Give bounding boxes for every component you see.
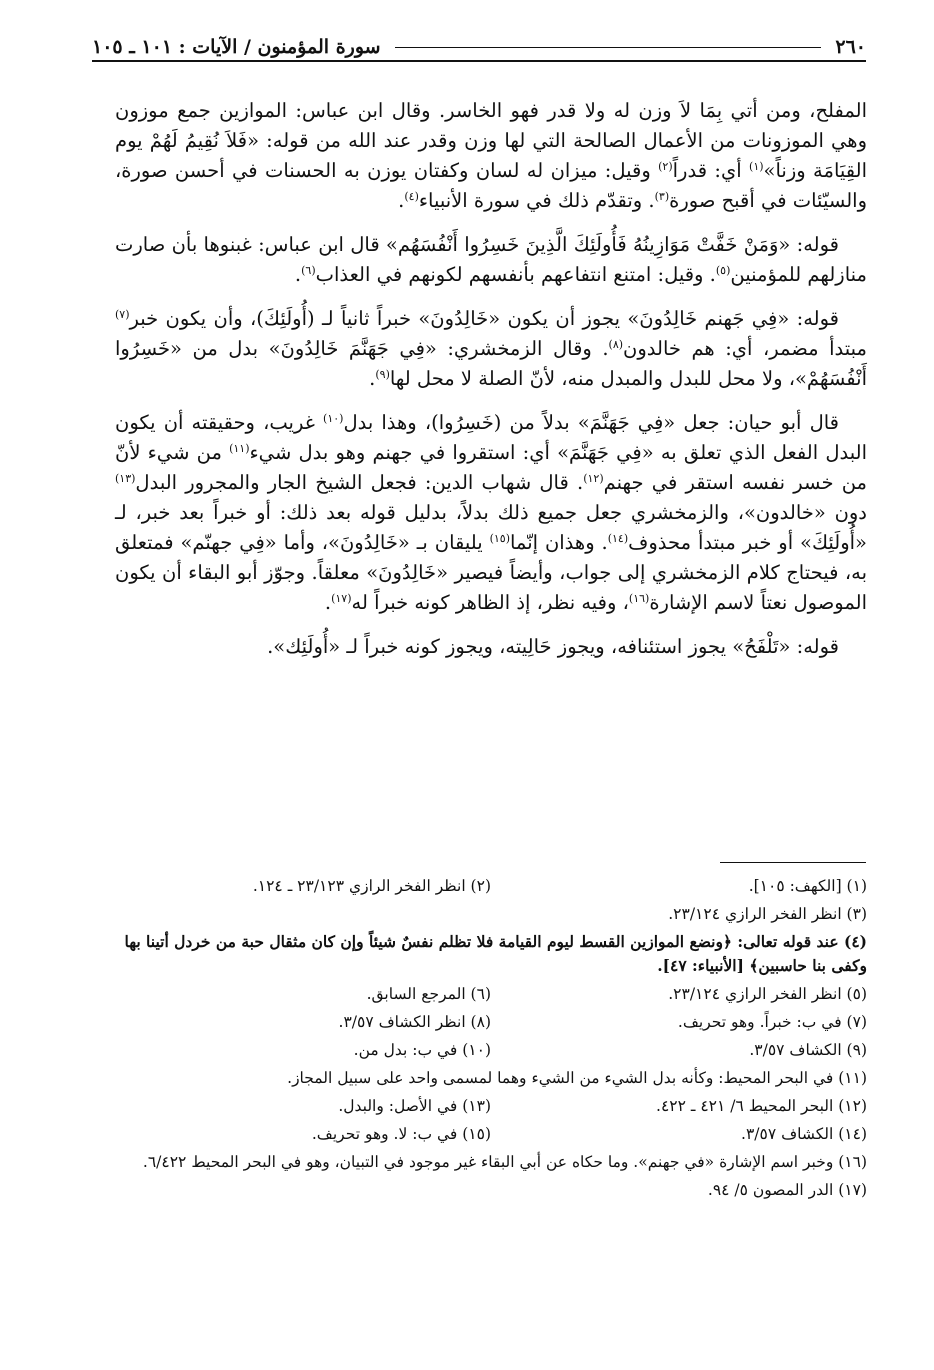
footnote-marker: (١١) bbox=[229, 442, 250, 455]
text-run: . وتقدّم ذلك في سورة الأنبياء bbox=[418, 189, 655, 212]
text-run: . وقال الزمخشري: «فِي جَهَنَّمَ خَالِدُونَ» بدل من «خَسِرُوا أَنْفُسَهُمْ»، ولا محل للبدل والمبدل منه، لأنّ الصلة لا محل لها bbox=[115, 337, 867, 390]
paragraph bbox=[115, 96, 867, 216]
text-run: غريب، وحقيقته أن يكون البدل الفعل الذي تعلق به «فِي جَهَنَّمَ» أي: استقروا في جهنم وهو بدل شيء bbox=[115, 411, 867, 464]
footnote: (١١) في البحر المحيط: وكأنه بدل الشيء من الشيء وهما لمسمى واحد على سبيل المجاز. bbox=[287, 1069, 867, 1087]
footnote-marker: (١٤) bbox=[607, 532, 629, 545]
header-rule bbox=[395, 47, 822, 48]
footnote: (٨) انظر الكشاف ٣/٥٧. bbox=[338, 1013, 491, 1031]
footnote-row bbox=[115, 930, 867, 978]
footnote: (١٢) البحر المحيط ٦/ ٤٢١ ـ ٤٢٢. bbox=[656, 1097, 867, 1115]
text-run: . bbox=[369, 367, 376, 390]
footnote-row bbox=[115, 982, 867, 1006]
footnote: (١٦) وخبر اسم الإشارة «في جهنم». وما حكاه عن أبي البقاء غير موجود في التبيان، وهو في البحر المحيط ٦/٤٢٢. bbox=[142, 1153, 867, 1171]
footnote-row bbox=[115, 1038, 867, 1062]
footnote-marker: (٩) bbox=[375, 368, 390, 381]
footnote: (٩) الكشاف ٣/٥٧. bbox=[749, 1041, 867, 1059]
text-run: قوله: «وَمَنْ خَفَّتْ مَوَازِينُهُ فَأُولَئِكَ الَّذِينَ خَسِرُوا أَنْفُسَهُم» قال ابن عباس: غبنوها بأن صارت منازلهم للمؤمنين bbox=[115, 233, 867, 286]
text-run: قوله: «تَلْفَحُ» يجوز استئنافه، ويجوز حَالِيته، ويجوز كونه خبراً لـ «أُولَئِك». bbox=[267, 635, 839, 658]
footnote-marker: (١٧) bbox=[331, 592, 352, 605]
paragraph bbox=[115, 408, 867, 618]
main-text bbox=[115, 96, 867, 676]
text-run: . وقيل: امتنع انتفاعهم بأنفسهم لكونهم في العذاب bbox=[315, 263, 716, 286]
paragraph bbox=[115, 304, 867, 394]
footnote: (٧) في ب: خبراً. وهو تحريف. bbox=[677, 1013, 867, 1031]
footnote-marker: (١٥) bbox=[489, 532, 510, 545]
footnote: (٢) انظر الفخر الرازي ٢٣/١٢٣ ـ ١٢٤. bbox=[252, 877, 491, 895]
footnote-row bbox=[115, 1094, 867, 1118]
text-run: . قال شهاب الدين: فجعل الشيخ الجار والمجرور البدل bbox=[135, 471, 584, 494]
text-run: قال أبو حيان: جعل «فِي جَهَنَّمَ» بدلاً من (خَسِرُوا)، وهذا بدل bbox=[343, 411, 840, 434]
text-run: . وهذان إنّما bbox=[509, 531, 608, 554]
header-underline bbox=[92, 60, 866, 62]
text-run: . bbox=[324, 591, 332, 614]
running-title: سورة المؤمنون / الآيات : ١٠١ ـ ١٠٥ bbox=[92, 36, 381, 58]
text-run: يليقان بـ «خَالِدُونَ»، وأما «فِي جهنّم» فمتعلق به، فيحتاج كلام الزمخشري إلى جواب، وأيضاً فيصير «خَالِدُونَ» معلقاً. وجوّز أبو البقاء أن يكون الموصول نعتاً لاسم الإشارة bbox=[115, 531, 867, 614]
text-run: المفلح، ومن أتي بِمَا لاَ وزن له ولا قدر فهو الخاسر. وقال ابن عباس: الموازين جمع موزون وهي الموزونات من الأعمال الصالحة التي لها وزن وقدر عند الله من قوله: «فَلاَ نُقِيمُ لَهُمْ يوم القِيَامَة وزناً» bbox=[115, 99, 868, 182]
footnote-row bbox=[115, 1150, 867, 1174]
paragraph bbox=[115, 230, 867, 290]
running-header bbox=[92, 30, 866, 64]
footnote: (٣) انظر الفخر الرازي ٢٣/١٢٤. bbox=[668, 905, 867, 923]
footnotes bbox=[115, 874, 867, 1206]
footnote-row bbox=[115, 1010, 867, 1034]
footnote-marker: (١٢) bbox=[583, 472, 604, 485]
footnote-row bbox=[115, 1122, 867, 1146]
footnote-marker: (١) bbox=[749, 160, 764, 173]
footnote: (٦) المرجع السابق. bbox=[366, 985, 491, 1003]
footnote-marker: (١٦) bbox=[628, 592, 650, 605]
footnote-marker: (١٣) bbox=[115, 472, 136, 485]
text-run: قوله: «فِي جَهنم خَالِدُونَ» يجوز أن يكون «خَالِدُونَ» خبراً ثانياً لـ (أُولَئِكَ)، وأن يكون خبر bbox=[129, 307, 839, 330]
footnote-marker: (١٠) bbox=[323, 412, 344, 425]
footnote-row bbox=[115, 1178, 867, 1202]
footnote: (١٥) في ب: لا. وهو تحريف. bbox=[311, 1125, 491, 1143]
text-run: ، وفيه نظر، إذ الظاهر كونه خبراً له bbox=[351, 591, 629, 614]
text-run: . bbox=[398, 189, 405, 212]
footnote-marker: (٧) bbox=[115, 308, 130, 321]
paragraph bbox=[115, 632, 867, 662]
footnote-marker: (٤) bbox=[404, 190, 419, 203]
footnote-row bbox=[115, 902, 867, 926]
footnote-row bbox=[115, 874, 867, 898]
footnote-marker: (٥) bbox=[715, 264, 731, 277]
page-number: ٢٦٠ bbox=[835, 36, 866, 58]
footnote: (١٣) في الأصل: والبدل. bbox=[338, 1097, 491, 1115]
footnote: (٥) انظر الفخر الرازي ٢٣/١٢٤. bbox=[668, 985, 867, 1003]
footnote: (٤) عند قوله تعالى: ﴿ونضع الموازين القسط ليوم القيامة فلا تظلم نفسٌ شيئاً وإن كان مثقال حبة من خردل أتينا بها وكفى بنا حاسبين﴾ [الأنبياء: ٤٧]. bbox=[124, 932, 867, 975]
footnote-marker: (٢) bbox=[658, 160, 673, 173]
text-run: دون «خالدون»، والزمخشري جعل جميع ذلك بدلاً، بدليل قوله بعد ذلك: أو خبراً بعد خبر، لـ «أُولَئِكَ» أو خبر مبتدأ محذوف bbox=[115, 501, 867, 554]
text-run: من شيء لأنّ من خسر نفسه استقر في جهنم bbox=[115, 441, 867, 494]
footnote-marker: (٣) bbox=[654, 190, 670, 203]
text-run: مبتدأ مضمر، أي: هم خالدون bbox=[623, 337, 867, 360]
footnote: (١٠) في ب: بدل من. bbox=[353, 1041, 491, 1059]
footnote: (١٧) الدر المصون ٥/ ٩٤. bbox=[707, 1181, 867, 1199]
footnote: (١) [الكهف: ١٠٥]. bbox=[748, 877, 867, 895]
text-run: . bbox=[294, 263, 302, 286]
footnote-marker: (٦) bbox=[301, 264, 316, 277]
footnote-marker: (٨) bbox=[608, 338, 624, 351]
footnote-separator bbox=[720, 862, 866, 863]
text-run: أي: قدراً bbox=[672, 159, 750, 182]
text-run: وقيل: ميزان له لسان وكفتان يوزن به الحسنات في أحسن صورة، والسيّئات في أقبح صورة bbox=[115, 159, 867, 212]
footnote: (١٤) الكشاف ٣/٥٧. bbox=[741, 1125, 867, 1143]
footnote-row bbox=[115, 1066, 867, 1090]
